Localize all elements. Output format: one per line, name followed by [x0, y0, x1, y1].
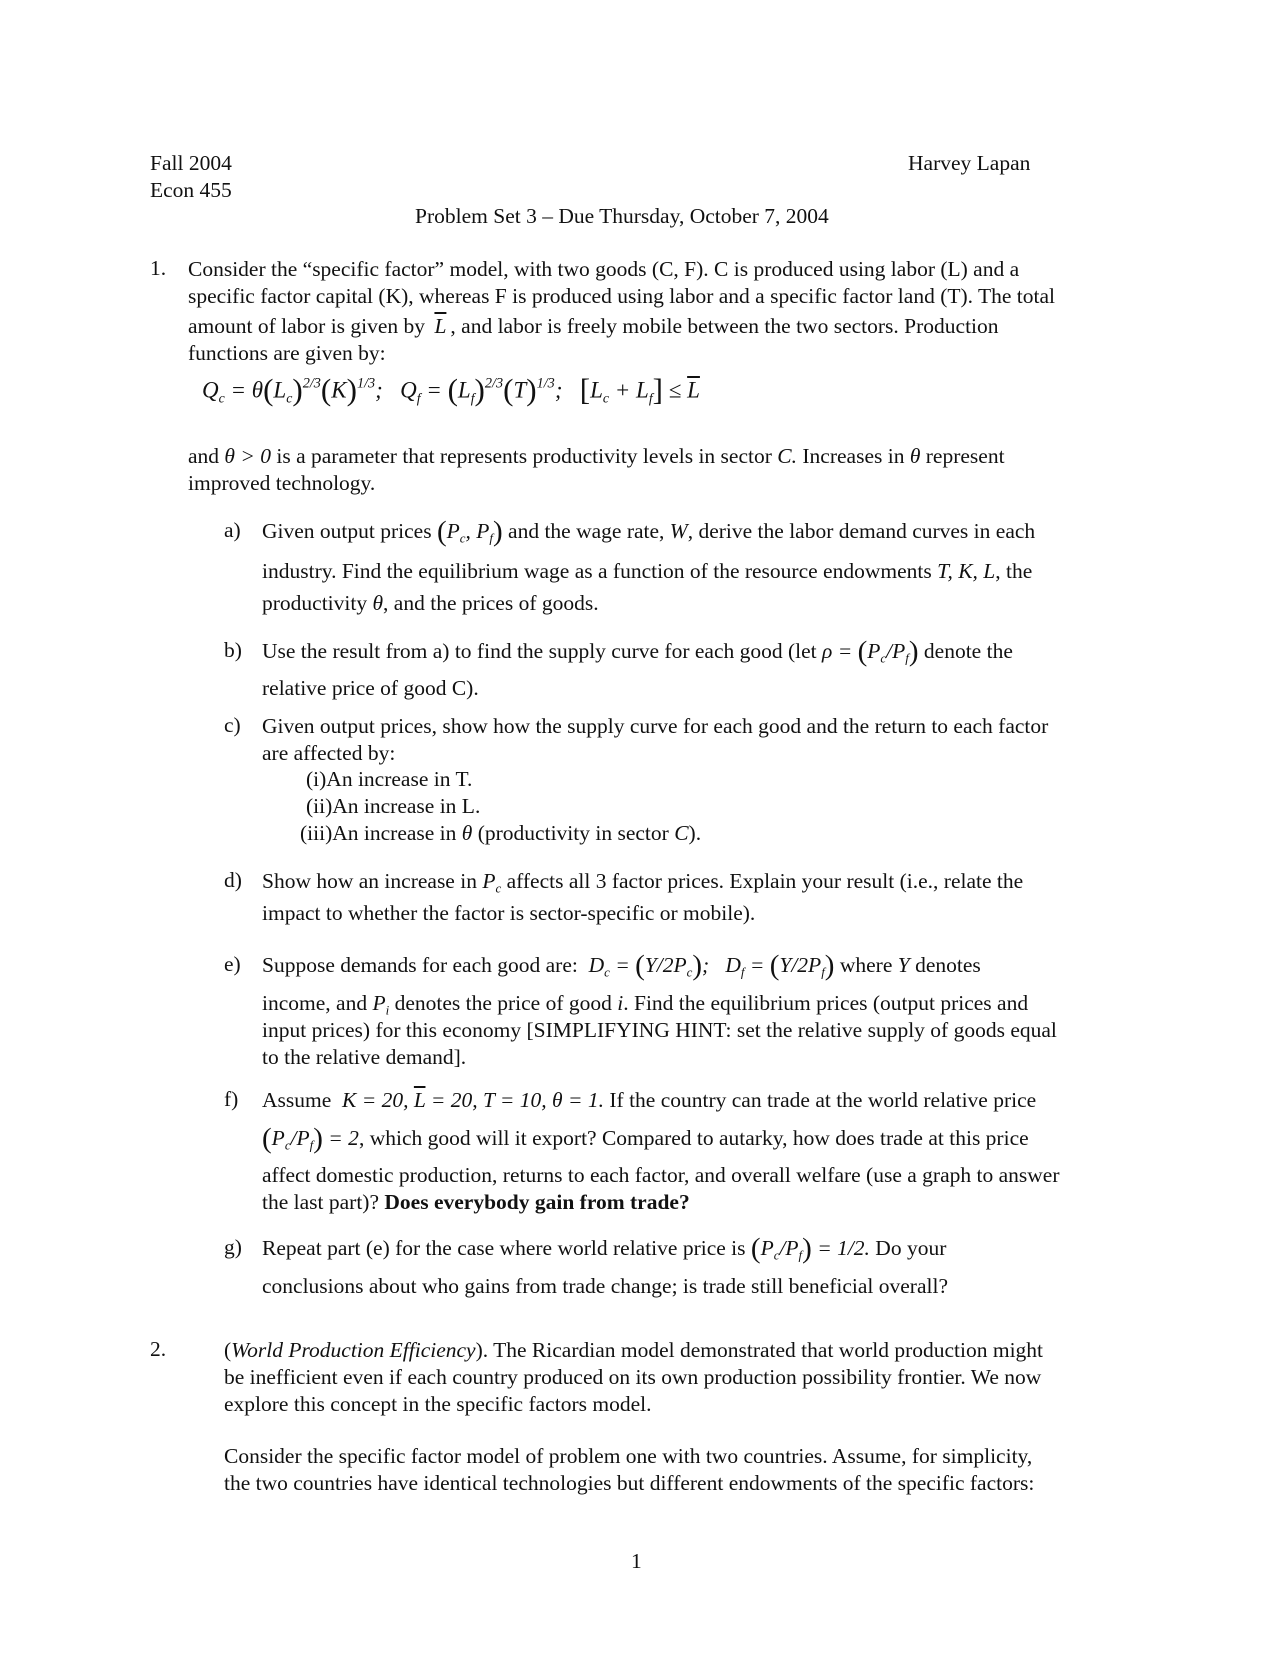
part-a-line-3 [262, 590, 599, 617]
parameter-values: K = 20, $\overline{L} = 20$, T = 10, θ = 1. [336, 1088, 604, 1112]
part-c-item-i: (i)An increase in T. [306, 767, 473, 791]
theta-positive: θ > 0 [224, 444, 271, 468]
theta-1c: Increases in [802, 444, 905, 468]
c-iii-c: ). [688, 821, 702, 845]
b-1a: Use the result from a) to find the supply curve for each good (let [262, 639, 817, 663]
e-1a: Suppose demands for each good are: [262, 953, 578, 977]
course: Econ 455 [150, 178, 232, 202]
part-e-line-4: to the relative demand]. [262, 1045, 467, 1069]
part-c-line-2: are affected by: [262, 741, 396, 765]
q1-intro-line-4: functions are given by: [188, 341, 386, 365]
e-2c: . Find the equilibrium prices (output prices and [623, 991, 1029, 1015]
part-d-line-1 [262, 868, 1023, 903]
q2-heading: World Production Efficiency [231, 1338, 476, 1362]
theta-line-1 [188, 443, 1005, 470]
world-price-2: $(P_c/P_f) = 2$ [262, 1122, 359, 1155]
page-title: Problem Set 3 – Due Thursday, October 7, 2004 [415, 204, 829, 228]
theta-1a: and [188, 444, 220, 468]
total-labor-symbol: $\overline{L}$ [434, 314, 447, 338]
part-f-line-2 [262, 1122, 1029, 1160]
part-e-line-3: input prices) for this economy [SIMPLIFYING HINT: set the relative supply of goods equal [262, 1018, 1057, 1042]
f-2b: , which good will it export? Compared to autarky, how does trade at this price [358, 1126, 1029, 1150]
e-2b: denotes the price of good [394, 991, 612, 1015]
part-g-line-2: conclusions about who gains from trade change; is trade still beneficial overall? [262, 1274, 948, 1298]
rho-definition: $\rho = (P_c/P_f)$ [822, 635, 919, 668]
part-c-item-iii [300, 820, 701, 847]
part-f-label: f) [224, 1087, 239, 1111]
price-c-symbol: $P_c$ [482, 869, 502, 896]
term: Fall 2004 [150, 151, 232, 175]
e-1c: denotes [915, 953, 981, 977]
part-d-line-2: impact to whether the factor is sector-specific or mobile). [262, 901, 756, 925]
e-2a: income, and [262, 991, 368, 1015]
part-c-line-1: Given output prices, show how the supply curve for each good and the return to each factor [262, 714, 1049, 738]
f-1b: If the country can trade at the world relative price [609, 1088, 1037, 1112]
q2-para2-line-2: the two countries have identical technologies but different endowments of the specific factors: [224, 1471, 1035, 1495]
page-number: 1 [631, 1549, 642, 1573]
a-1b: and the wage rate, [508, 519, 665, 543]
q1-intro-3b: , and labor is freely mobile between the two sectors. Production [450, 314, 999, 338]
part-b-line-1 [262, 635, 1013, 673]
good-i-symbol: i [617, 991, 624, 1015]
demand-equations: $D_c = (Y/2P_c)$; $D_f = (Y/2P_f)$ [583, 949, 835, 982]
q1-intro-line-1: Consider the “specific factor” model, with two goods (C, F). C is produced using labor (L) and a [188, 257, 1020, 281]
f-4b: Does everybody gain from trade? [384, 1190, 690, 1214]
q1-intro-line-2: specific factor capital (K), whereas F is produced using labor and a specific factor land (T). The total [188, 284, 1056, 308]
sector-c: C. [777, 444, 797, 468]
a-1a: Given output prices [262, 519, 432, 543]
q2-para2-line-1: Consider the specific factor model of problem one with two countries. Assume, for simplicity, [224, 1444, 1033, 1468]
part-c-label: c) [224, 713, 241, 737]
part-f-line-3: affect domestic production, returns to each factor, and overall welfare (use a graph to answer [262, 1163, 1060, 1187]
question-2-number: 2. [150, 1337, 167, 1361]
c-iii-b: (productivity in sector [477, 821, 669, 845]
part-b-label: b) [224, 638, 242, 662]
a-2a: industry. Find the equilibrium wage as a function of the resource endowments [262, 559, 932, 583]
q2-1b: ). The Ricardian model demonstrated that world production might [475, 1338, 1044, 1362]
part-a-line-1 [262, 515, 1036, 553]
price-pair: ($P_c$, $P_f$) [436, 515, 503, 548]
theta-1b: is a parameter that represents productivity levels in sector [276, 444, 772, 468]
theta-symbol: θ [461, 821, 473, 845]
part-g-label: g) [224, 1235, 242, 1259]
wage-symbol: W [669, 519, 688, 543]
part-a-line-2 [262, 558, 1032, 585]
part-e-line-1 [262, 949, 981, 987]
theta-1d: represent [925, 444, 1005, 468]
theta-symbol: θ [372, 591, 384, 615]
g-1a: Repeat part (e) for the case where world relative price is [262, 1236, 746, 1260]
g-1b: Do your [875, 1236, 947, 1260]
income-symbol: Y [897, 953, 910, 977]
theta-symbol: θ [909, 444, 921, 468]
d-1a: Show how an increase in [262, 869, 477, 893]
theta-line-2: improved technology. [188, 471, 376, 495]
a-3a: productivity [262, 591, 368, 615]
price-i-symbol: $P_i$ [372, 991, 390, 1018]
part-e-label: e) [224, 952, 241, 976]
author: Harvey Lapan [908, 151, 1031, 175]
q2-line-2: be inefficient even if each country produced on its own production possibility frontier. We now [224, 1365, 1042, 1389]
f-1a: Assume [262, 1088, 332, 1112]
part-d-label: d) [224, 868, 242, 892]
a-2b: , the [995, 559, 1033, 583]
d-1b: affects all 3 factor prices. Explain your result (i.e., relate the [506, 869, 1024, 893]
b-1b: denote the [923, 639, 1013, 663]
q2-line-3: explore this concept in the specific factors model. [224, 1392, 652, 1416]
c-iii-a: (iii)An increase in [300, 821, 457, 845]
world-price-half: $(P_c/P_f) = 1/2$. [750, 1232, 870, 1265]
q1-intro-3a: amount of labor is given by [188, 314, 426, 338]
q1-intro-line-3 [188, 313, 999, 340]
part-f-line-4 [262, 1189, 690, 1216]
q2-line-1: (World Production Efficiency). The Ricardian model demonstrated that world production might [224, 1338, 1044, 1362]
f-4a: the last part)? [262, 1190, 380, 1214]
production-functions-equation: $Q_c = \theta(L_c)^{2/3}(K)^{1/3}$; $Q_f = (L_f)^{2/3}(T)^{1/3}$; $[L_c + L_f] \le \overline{L}$ [202, 372, 700, 407]
endowments-symbols: T, K, L [937, 559, 996, 583]
e-1b: where [839, 953, 893, 977]
sector-c: C [674, 821, 689, 845]
part-g-line-1 [262, 1232, 947, 1270]
part-b-line-2: relative price of good C). [262, 676, 479, 700]
part-f-line-1 [262, 1087, 1036, 1114]
question-1-number: 1. [150, 256, 167, 280]
part-a-label: a) [224, 518, 241, 542]
a-1c: , derive the labor demand curves in each [687, 519, 1036, 543]
a-3b: , and the prices of goods. [383, 591, 599, 615]
part-c-item-ii: (ii)An increase in L. [306, 794, 481, 818]
